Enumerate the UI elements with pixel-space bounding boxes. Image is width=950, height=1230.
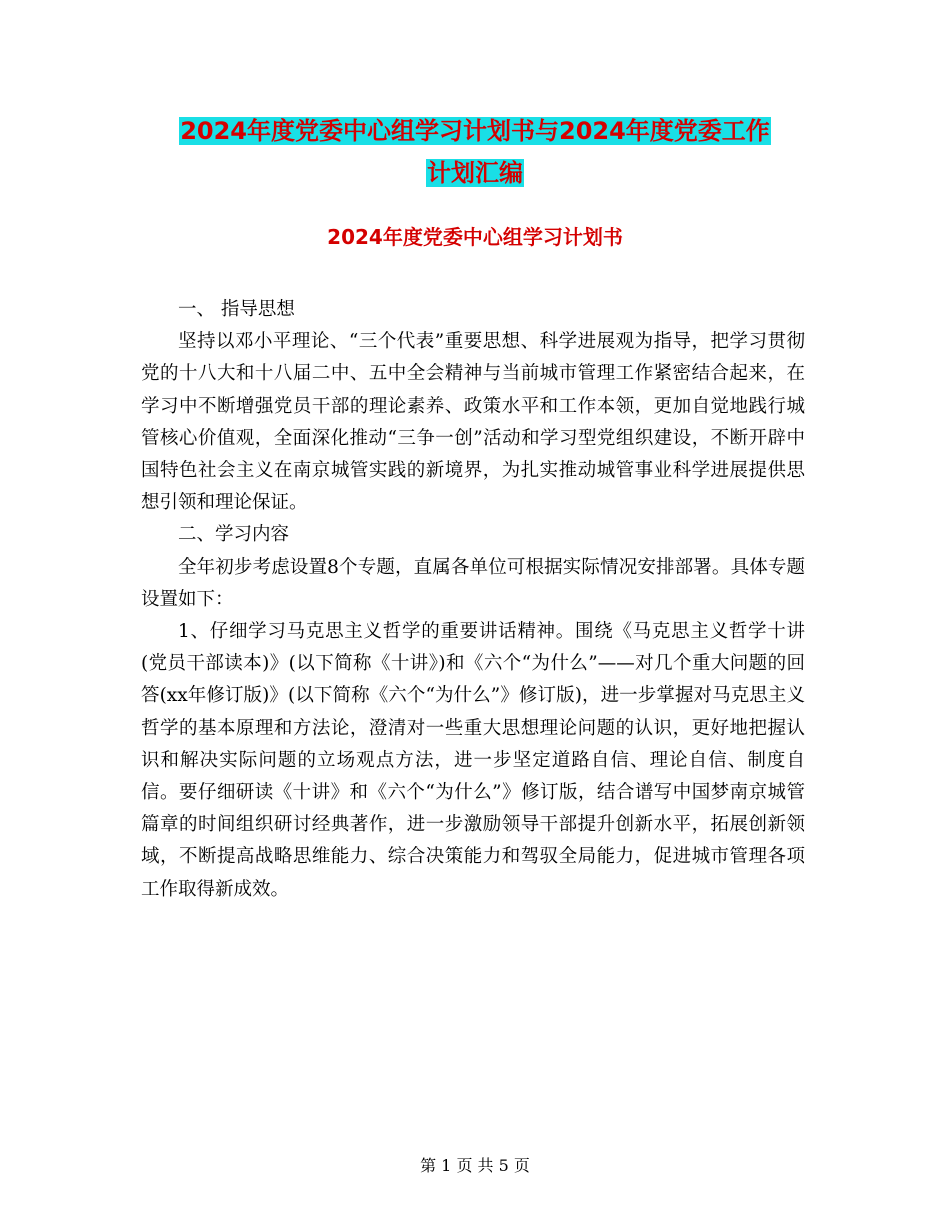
heading-learning-content: 二、学习内容 xyxy=(178,524,290,546)
paragraph-topic-overview: 全年初步考虑设置8个专题，直属各单位可根据实际情况安排部署。具体专题设置如下： xyxy=(141,556,805,610)
section-title: 2024年度党委中心组学习计划书 xyxy=(327,225,623,249)
document-title-line-2: 计划汇编 xyxy=(427,159,523,187)
heading-guiding-ideology: 一、 指导思想 xyxy=(178,299,295,320)
page-footer: 第 1 页 共 5 页 xyxy=(420,1156,530,1175)
paragraph-guiding-ideology: 坚持以邓小平理论、“三个代表”重要思想、科学进展观为指导，把学习贯彻党的十八大和十八届二中、五中全会精神与当前城市管理工作紧密结合起来，在学习中不断增强党员干部的理论素养、政策水平和工作本领，更加自觉地践行城管核心价值观，全面深化推动“三争一创”活动和学习型党组织建设，不断开辟中国特色社会主义在南京城管实践的新境界，为扎实推动城管事业科学进展提供思想引领和理论保证。 xyxy=(141,331,805,514)
document-title xyxy=(0,110,950,194)
document-body xyxy=(141,294,805,906)
document-title-line-1: 2024年度党委中心组学习计划书与2024年度党委工作 xyxy=(180,117,770,145)
paragraph-topic-1: 1、仔细学习马克思主义哲学的重要讲话精神。围绕《马克思主义哲学十讲(党员干部读本)》(以下简称《十讲》)和《六个“为什么”——对几个重大问题的回答(xx年修订版)》(以下简称《六个“为什么”》修订版)，进一步掌握对马克思主义哲学的基本原理和方法论，澄清对一些重大思想理论问题的认识，更好地把握认识和解决实际问题的立场观点方法，进一步坚定道路自信、理论自信、制度自信。要仔细研读《十讲》和《六个“为什么”》修订版，结合谱写中国梦南京城管篇章的时间组织研讨经典著作，进一步激励领导干部提升创新水平，拓展创新领域，不断提高战略思维能力、综合决策能力和驾驭全局能力，促进城市管理各项工作取得新成效。 xyxy=(141,621,805,900)
